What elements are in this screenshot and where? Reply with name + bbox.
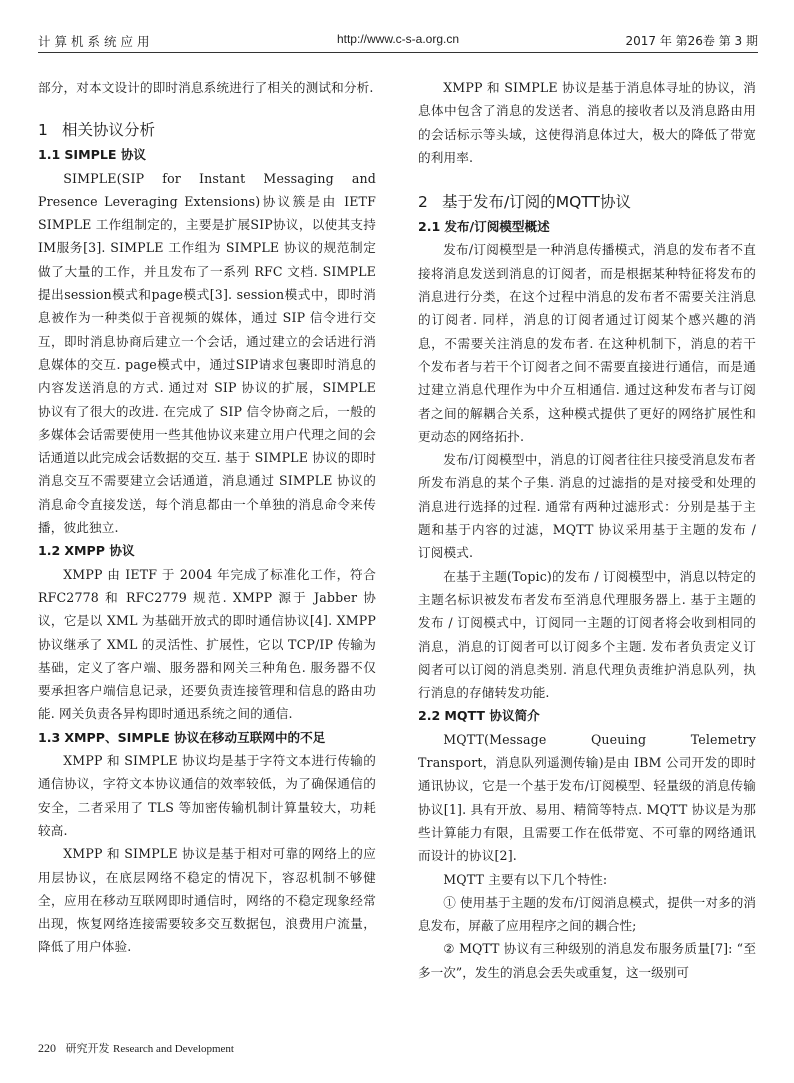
subsection-heading xyxy=(418,704,756,727)
subsection-title: MQTT 协议简介 xyxy=(444,708,540,724)
paragraph: XMPP 和 SIMPLE 协议是基于相对可靠的网络上的应用层协议，在底层网络不稳定的情况下，容忍机制不够健全，应用在移动互联网即时通信时，网络的不稳定现象经常出现，恢复网络连接需要较多交互数据包，浪费用户流量，降低了用户体验. xyxy=(38,846,376,955)
page-number: 220 xyxy=(38,1041,56,1055)
paragraph: XMPP 由 IETF 于 2004 年完成了标准化工作，符合 RFC2778 和 RFC2779 规范. XMPP 源于 Jabber 协议，它是以 XML 为基础开放式的即时通信协议[4]. XMPP 协议继承了 XML 的灵活性、扩展性，它以 TCP/IP 传输为基础，定义了客户端、服务器和网关三种角色. 服务器不仅要承担客户端信息记录，还要负责连接管理和信息的路由功能. 网关负责各异构即时通迅系统之间的通信. xyxy=(38,566,376,722)
section-heading xyxy=(38,119,376,141)
subsection-heading xyxy=(38,539,376,562)
subsection-number: 1.3 xyxy=(38,729,61,745)
subsection-heading xyxy=(418,215,756,238)
list-item: ① 使用基于主题的发布/订阅消息模式，提供一对多的消息发布，屏蔽了应用程序之间的耦合性; xyxy=(418,894,756,934)
subsection-number: 2.1 xyxy=(418,219,441,235)
list-item: ② MQTT 协议有三种级别的消息发布服务质量[7]: “至多一次”，发生的消息会丢失或重复，这一级别可 xyxy=(418,941,756,980)
subsection-heading xyxy=(38,726,376,749)
paragraph: 在基于主题(Topic)的发布 / 订阅模型中，消息以特定的主题名标识被发布者发布至消息代理服务器上. 基于主题的发布 / 订阅模式中，订阅同一主题的订阅者将会收到相同的消息，消息的订阅者可以订阅多个主题. 发布者负责定义订阅者可以订阅的消息类别. 消息代理负责维护消息队列，执行消息的存储转发功能. xyxy=(418,568,756,701)
paragraph: XMPP 和 SIMPLE 协议是基于消息体寻址的协议，消息体中包含了消息的发送者、消息的接收者以及消息路由用的会话标示等头域，这使得消息体过大，极大的降低了带宽的利用率. xyxy=(418,80,756,165)
journal-url[interactable]: http://www.c-s-a.org.cn xyxy=(336,32,460,46)
subsection-title: XMPP、SIMPLE 协议在移动互联网中的不足 xyxy=(64,729,326,745)
section-title: 相关协议分析 xyxy=(62,121,156,140)
footer-label-en: Research and Development xyxy=(113,1043,234,1055)
paragraph: XMPP 和 SIMPLE 协议均是基于字符文本进行传输的通信协议，字符文本协议通信的效率较低，为了确保通信的安全，二者采用了 TLS 等加密传输机制计算量较大，功耗较高. xyxy=(38,753,376,838)
paragraph: 部分，对本文设计的即时消息系统进行了相关的测试和分析. xyxy=(38,80,374,95)
paragraph: 发布/订阅模型是一种消息传播模式，消息的发布者不直接将消息发送到消息的订阅者，而是根据某种特征将发布的消息进行分类，在这个过程中消息的发布者不需要关注消息的订阅者. 同样，消息的订阅者通过订阅某个感兴趣的消息，不需要关注消息的发布者. 在这种机制下，消息的若干个发布者与若干个订阅者之间不需要直接进行通信，而是通过建立消息代理作为中介互相通信. 通过这种发布者与订阅者之间的解耦合关系，这种模式提供了更好的网络扩展性和更动态的网络拓扑. xyxy=(418,242,756,444)
paragraph: 发布/订阅模型中，消息的订阅者往往只接受消息发布者所发布消息的某个子集. 消息的过滤指的是对接受和处理的消息进行选择的过程. 通常有两种过滤形式：分别是基于主题和基于内容的过滤，MQTT 协议采用基于主题的发布 / 订阅模式. xyxy=(418,452,756,561)
running-header xyxy=(38,30,758,53)
subsection-number: 1.2 xyxy=(38,543,61,559)
subsection-heading xyxy=(38,143,376,166)
section-number: 2 xyxy=(418,193,428,212)
paragraph: SIMPLE(SIP for Instant Messaging and Presence Leveraging Extensions)协议簇是由 IETF SIMPLE 工作组制定的，主要是扩展SIP协议，以使其支持IM服务[3]. SIMPLE 工作组为 SIMPLE 协议的规范制定做了大量的工作，并且发布了一系列 RFC 文档. SIMPLE 提出session模式和page模式[3]. session模式中，即时消息被作为一种类似于音视频的媒体，通过 SIP 信令进行交互，即时消息协商后建立一个会话，通过建立的会话进行消息媒体的交互. page模式中，通过SIP请求包裹即时消息的内容发送消息的方式. 通过对 SIP 协议的扩展，SIMPLE 协议有了很大的改进. 在完成了 SIP 信令协商之后，一般的多媒体会话需要使用一些其他协议来建立用户代理之间的会话通道以此完成会话数据的交互. 基于 SIMPLE 协议的即时消息交互不需要建立会话通道，消息通过 SIMPLE 协议的消息命令直接发送，每个消息都由一个单独的消息命令来传播，彼此独立. xyxy=(38,170,376,536)
subsection-number: 1.1 xyxy=(38,147,61,163)
section-heading xyxy=(418,191,756,213)
issue-info: 2017 年 第26卷 第 3 期 xyxy=(625,34,758,48)
page-footer xyxy=(38,1040,234,1056)
section-number: 1 xyxy=(38,121,48,140)
left-column xyxy=(38,76,376,959)
journal-name: 计算机系统应用 xyxy=(38,34,154,49)
section-title: 基于发布/订阅的MQTT协议 xyxy=(442,193,631,212)
paragraph: MQTT(Message Queuing Telemetry Transport，消息队列遥测传输)是由 IBM 公司开发的即时通讯协议，它是一个基于发布/订阅模型、轻量级的消息传输协议[1]. 具有开放、易用、精简等特点. MQTT 协议是为那些计算能力有限，且需要工作在低带宽、不可靠的网络通讯而设计的协议[2]. xyxy=(418,731,756,864)
subsection-title: XMPP 协议 xyxy=(64,543,135,559)
subsection-number: 2.2 xyxy=(418,708,441,724)
footer-label-cn: 研究开发 xyxy=(65,1042,110,1055)
subsection-title: 发布/订阅模型概述 xyxy=(444,219,550,235)
paragraph: MQTT 主要有以下几个特性: xyxy=(443,871,608,887)
subsection-title: SIMPLE 协议 xyxy=(64,147,147,163)
right-column xyxy=(418,76,756,984)
